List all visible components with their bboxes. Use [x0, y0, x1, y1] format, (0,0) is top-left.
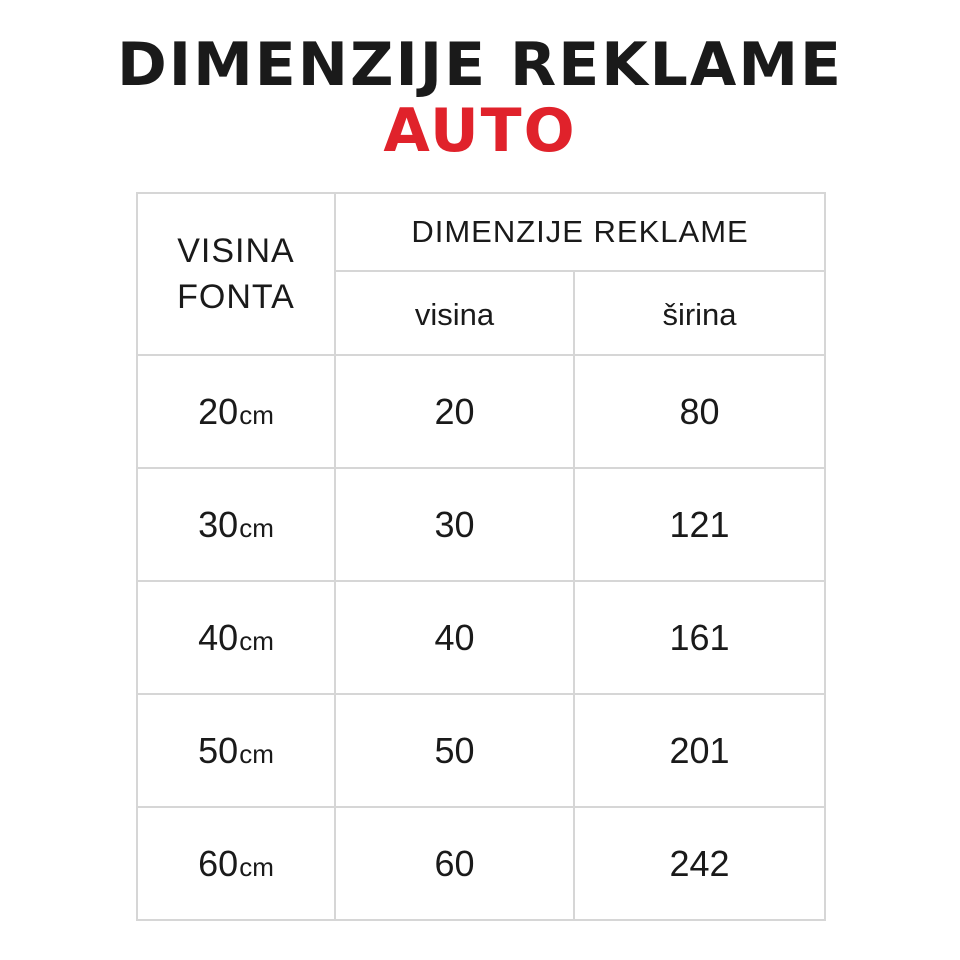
table-row: [137, 807, 825, 920]
unit-label: cm: [239, 399, 274, 430]
font-height-value: 50: [198, 729, 239, 771]
height-cell: 50: [335, 694, 574, 807]
font-height-value: 30: [198, 503, 239, 545]
unit-label: cm: [239, 625, 274, 656]
font-height-header: [137, 193, 335, 355]
dimensions-table: [136, 192, 826, 921]
unit-label: cm: [239, 512, 274, 543]
table-row: [137, 694, 825, 807]
font-height-header-line2: FONTA: [177, 278, 295, 316]
width-cell: 121: [574, 468, 825, 581]
font-height-cell: [137, 581, 335, 694]
height-cell: 40: [335, 581, 574, 694]
width-cell: 161: [574, 581, 825, 694]
height-column-header: visina: [335, 271, 574, 355]
font-height-header-line1: VISINA: [177, 232, 295, 270]
page-title: DIMENZIJE REKLAME: [116, 30, 844, 100]
table-row: [137, 581, 825, 694]
width-cell: 242: [574, 807, 825, 920]
table-row: [137, 468, 825, 581]
page-subtitle: AUTO: [383, 96, 577, 166]
unit-label: cm: [239, 851, 274, 882]
height-cell: 20: [335, 355, 574, 468]
unit-label: cm: [239, 738, 274, 769]
height-cell: 30: [335, 468, 574, 581]
font-height-cell: [137, 355, 335, 468]
font-height-value: 60: [198, 842, 239, 884]
font-height-cell: [137, 468, 335, 581]
font-height-cell: [137, 807, 335, 920]
width-cell: 201: [574, 694, 825, 807]
height-cell: 60: [335, 807, 574, 920]
ad-dimensions-header: DIMENZIJE REKLAME: [335, 193, 825, 271]
table-row: [137, 355, 825, 468]
font-height-cell: [137, 694, 335, 807]
font-height-value: 20: [198, 390, 239, 432]
width-cell: 80: [574, 355, 825, 468]
font-height-value: 40: [198, 616, 239, 658]
width-column-header: širina: [574, 271, 825, 355]
